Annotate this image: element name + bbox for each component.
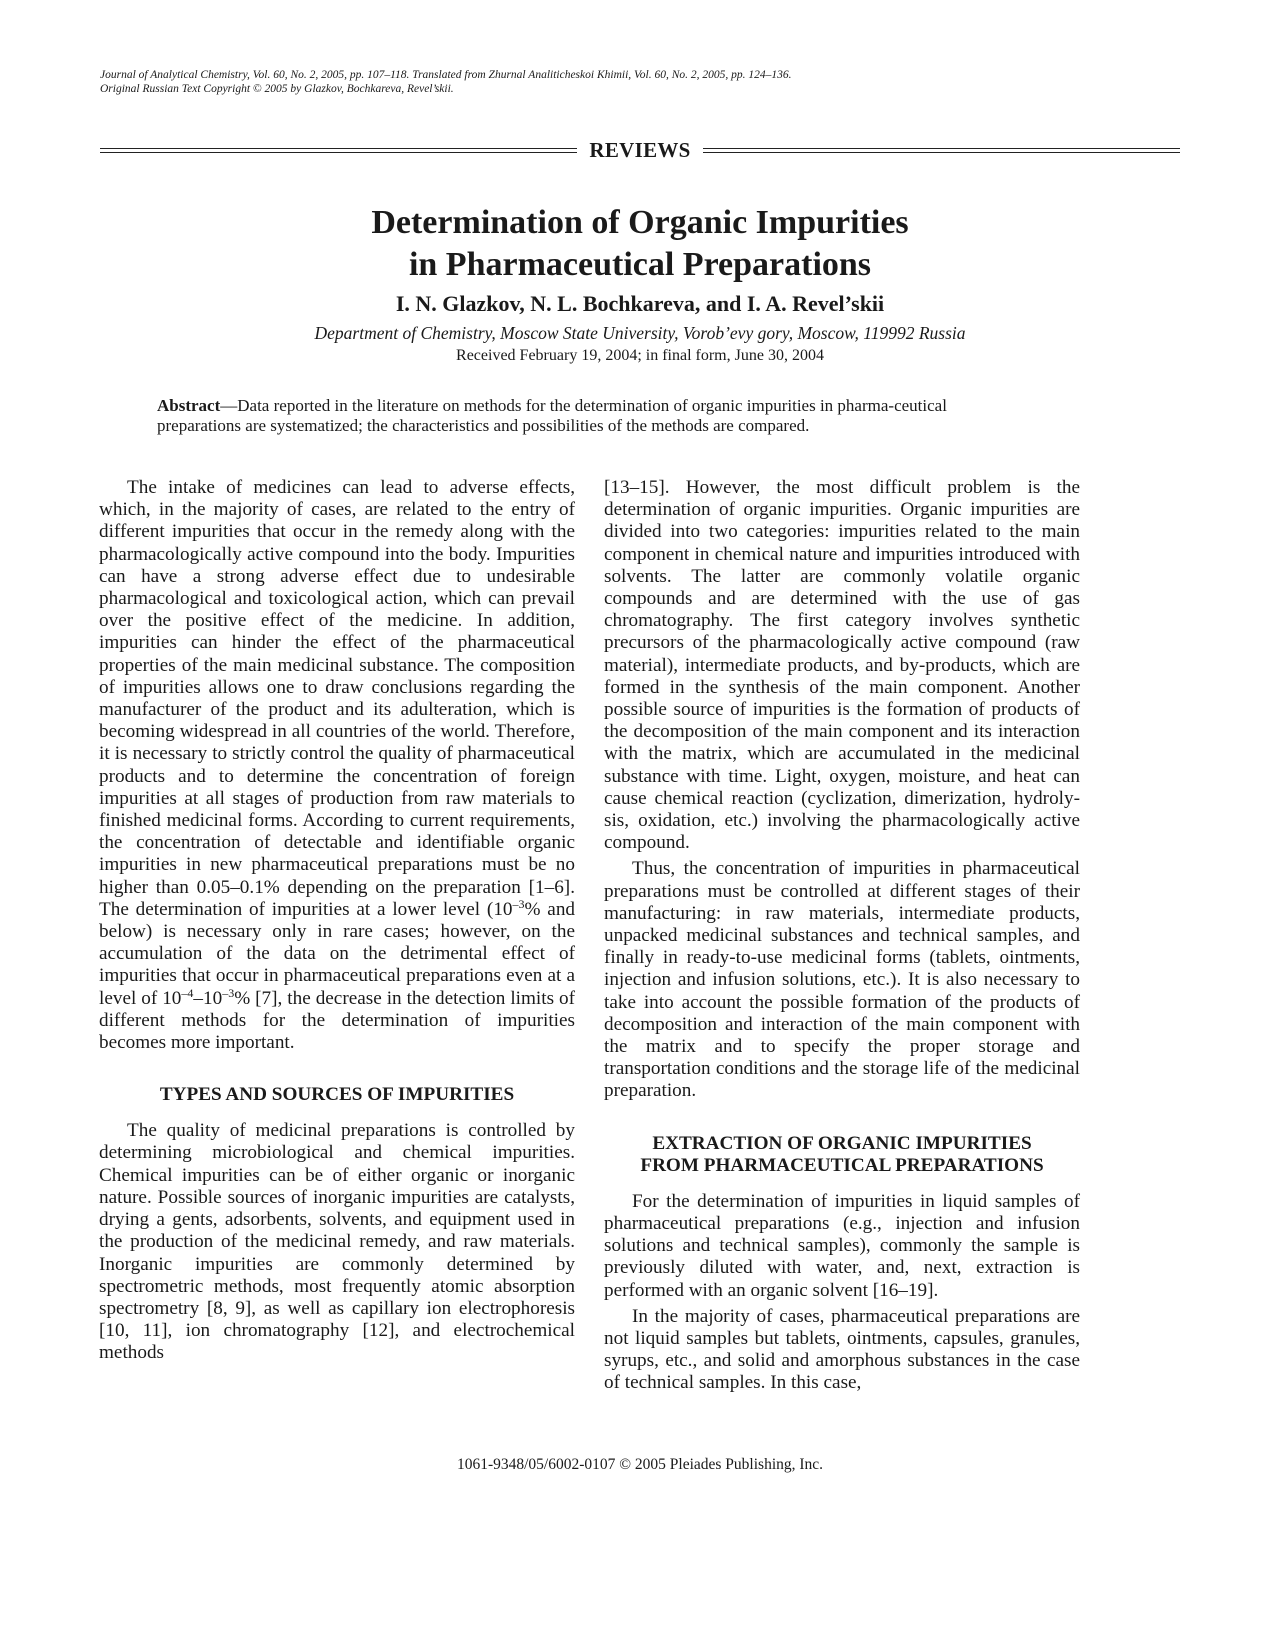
intro-text-a: The intake of medicines can lead to adverse effects, which, in the majority of cases, are related to the entry of different impurities that occur in the remedy along with the pharmacologically active compound into the body. Impurities can have a strong adverse effect due to undesirable pharmacological and toxicological action, which can prevail over the positive effect of the medicine. In addition, impurities can hinder the effect of the pharmaceutical properties of the main medicinal substance. The composition of impurities allows one to draw conclusions regarding the manufacturer of the product and its adulteration, which is becoming widespread in all countries of the world. Therefore, it is necessary to strictly control the quality of pharmaceutical products and to determine the concentration of foreign impurities at all stages of production from raw materials to finished medicinal forms. According to current requirements, the concentration of detectable and identifiable organic impurities in new pharmaceutical preparations must be no higher than 0.05–0.1% depending on the preparation [1–6]. The determination of impurities at a lower level (10 [99, 477, 575, 920]
title-line-2: in Pharmaceutical Preparations [408, 246, 872, 283]
types-paragraph: The quality of medicinal preparations is controlled by determining microbiological and chemical impurities. Chemical impurities can be of either organic or inorganic nature. Possible sources of inorganic impurities are catalysts, drying a gents, adsorbents, solvents, and equipment used in the production of the medicinal remedy, and raw materials. Inorganic impurities are commonly determined by spectrometric methods, most frequently atomic absorption spectrometry [8, 9], as well as capillary ion electrophoresis [10, 11], ion chromatography [12], and electrochemical methods [99, 1120, 575, 1364]
continued-paragraph: [13–15]. However, the most difficult problem is the determination of organic impurities. Organic impurities are divided into two categories: impurities related to the main component in chemical nature and impurities introduced with solvents. The latter are commonly volatile organic compounds and are determined with the use of gas chromatography. The first category involves synthetic precursors of the pharmacologically active compound (raw material), intermediate products, and by-products, which are formed in the synthesis of the main component. Another possible source of impurities is the formation of products of the decomposition of the main component and its interaction with the matrix, which are accumulated in the medicinal substance with time. Light, oxygen, moisture, and heat can cause chemical reaction (cyclization, dimerization, hydrolysis, oxidation, etc.) involving the pharmacologically active compound. [604, 477, 1080, 854]
page-footer: 1061-9348/05/6002-0107 © 2005 Pleiades Publishing, Inc. [456, 1456, 824, 1473]
section-heading-extraction [604, 1133, 1080, 1177]
affiliation: Department of Chemistry, Moscow State University, Vorob’evy gory, Moscow, 119992 Russia [314, 323, 966, 343]
intro-text-d: % [7], the decrease in the detection limits of different methods for the determination of impurities becomes more important. [99, 987, 575, 1054]
section-banner [100, 136, 1180, 164]
intro-paragraph [99, 477, 575, 1054]
abstract-text: —Data reported in the literature on methods for the determination of organic impurities in pharma-ceutical preparations are systematized; the characteristics and possibilities of the methods are compared. [157, 396, 947, 435]
authors: I. N. Glazkov, N. L. Bochkareva, and I. A. Revel’skii [395, 291, 885, 316]
thus-paragraph: Thus, the concentration of impurities in pharmaceutical preparations must be controlled at different stages of their manufacturing: in raw materials, intermediate products, unpacked medicinal substances and technical samples, and finally in ready-to-use medicinal forms (tablets, ointments, injection and infusion solutions, etc.). It is also necessary to take into account the possible formation of the products of decomposition and interaction of the main component with the matrix and to specify the proper storage and transportation conditions and the storage life of the medicinal preparation. [604, 858, 1080, 1102]
abstract [157, 396, 1027, 436]
exponent: –3 [222, 985, 235, 1000]
intro-text-c: –10 [193, 987, 223, 1009]
solid-samples-paragraph: In the majority of cases, pharmaceutical preparations are not liquid samples but tablets, ointments, capsules, granules, syrups, etc., and solid and amorphous substances in the case of technical samples. In this case, [604, 1305, 1080, 1394]
right-column [604, 477, 1080, 1395]
title-line-1: Determination of Organic Impurities [371, 204, 909, 241]
banner-rule-left [100, 148, 577, 153]
liquid-samples-paragraph: For the determination of impurities in liquid samples of pharmaceutical preparations (e.g., injection and infusion solutions and technical samples), commonly the sample is previously diluted with water, and, next, extraction is performed with an organic solvent [16–19]. [604, 1190, 1080, 1301]
abstract-label: Abstract [157, 396, 221, 415]
copyright-line: Original Russian Text Copyright © 2005 by Glazkov, Bochkareva, Revel’skii. [100, 83, 454, 95]
journal-citation-line: Journal of Analytical Chemistry, Vol. 60, No. 2, 2005, pp. 107–118. Translated from Zhurnal Analiticheskoi Khimii, Vol. 60, No. 2, 2005, pp. 124–136. [100, 69, 792, 81]
banner-rule-right [703, 148, 1180, 153]
exponent: –3 [512, 896, 525, 911]
section-heading-types: TYPES AND SOURCES OF IMPURITIES [159, 1084, 515, 1106]
journal-header [100, 68, 1190, 96]
received-dates: Received February 19, 2004; in final form, June 30, 2004 [456, 347, 824, 364]
article-title [100, 202, 1180, 286]
heading-line-2: FROM PHARMACEUTICAL PREPARATIONS [640, 1154, 1044, 1176]
exponent: –4 [181, 985, 194, 1000]
heading-line-1: EXTRACTION OF ORGANIC IMPURITIES [652, 1132, 1032, 1154]
intro-text-b: % and below) is necessary only in rare cases; however, on the accumulation of the data on the detrimental effect of impurities that occur in pharmaceutical preparations even at a level of 10 [99, 898, 576, 1009]
left-column [99, 477, 575, 1365]
section-label: REVIEWS [589, 137, 691, 162]
